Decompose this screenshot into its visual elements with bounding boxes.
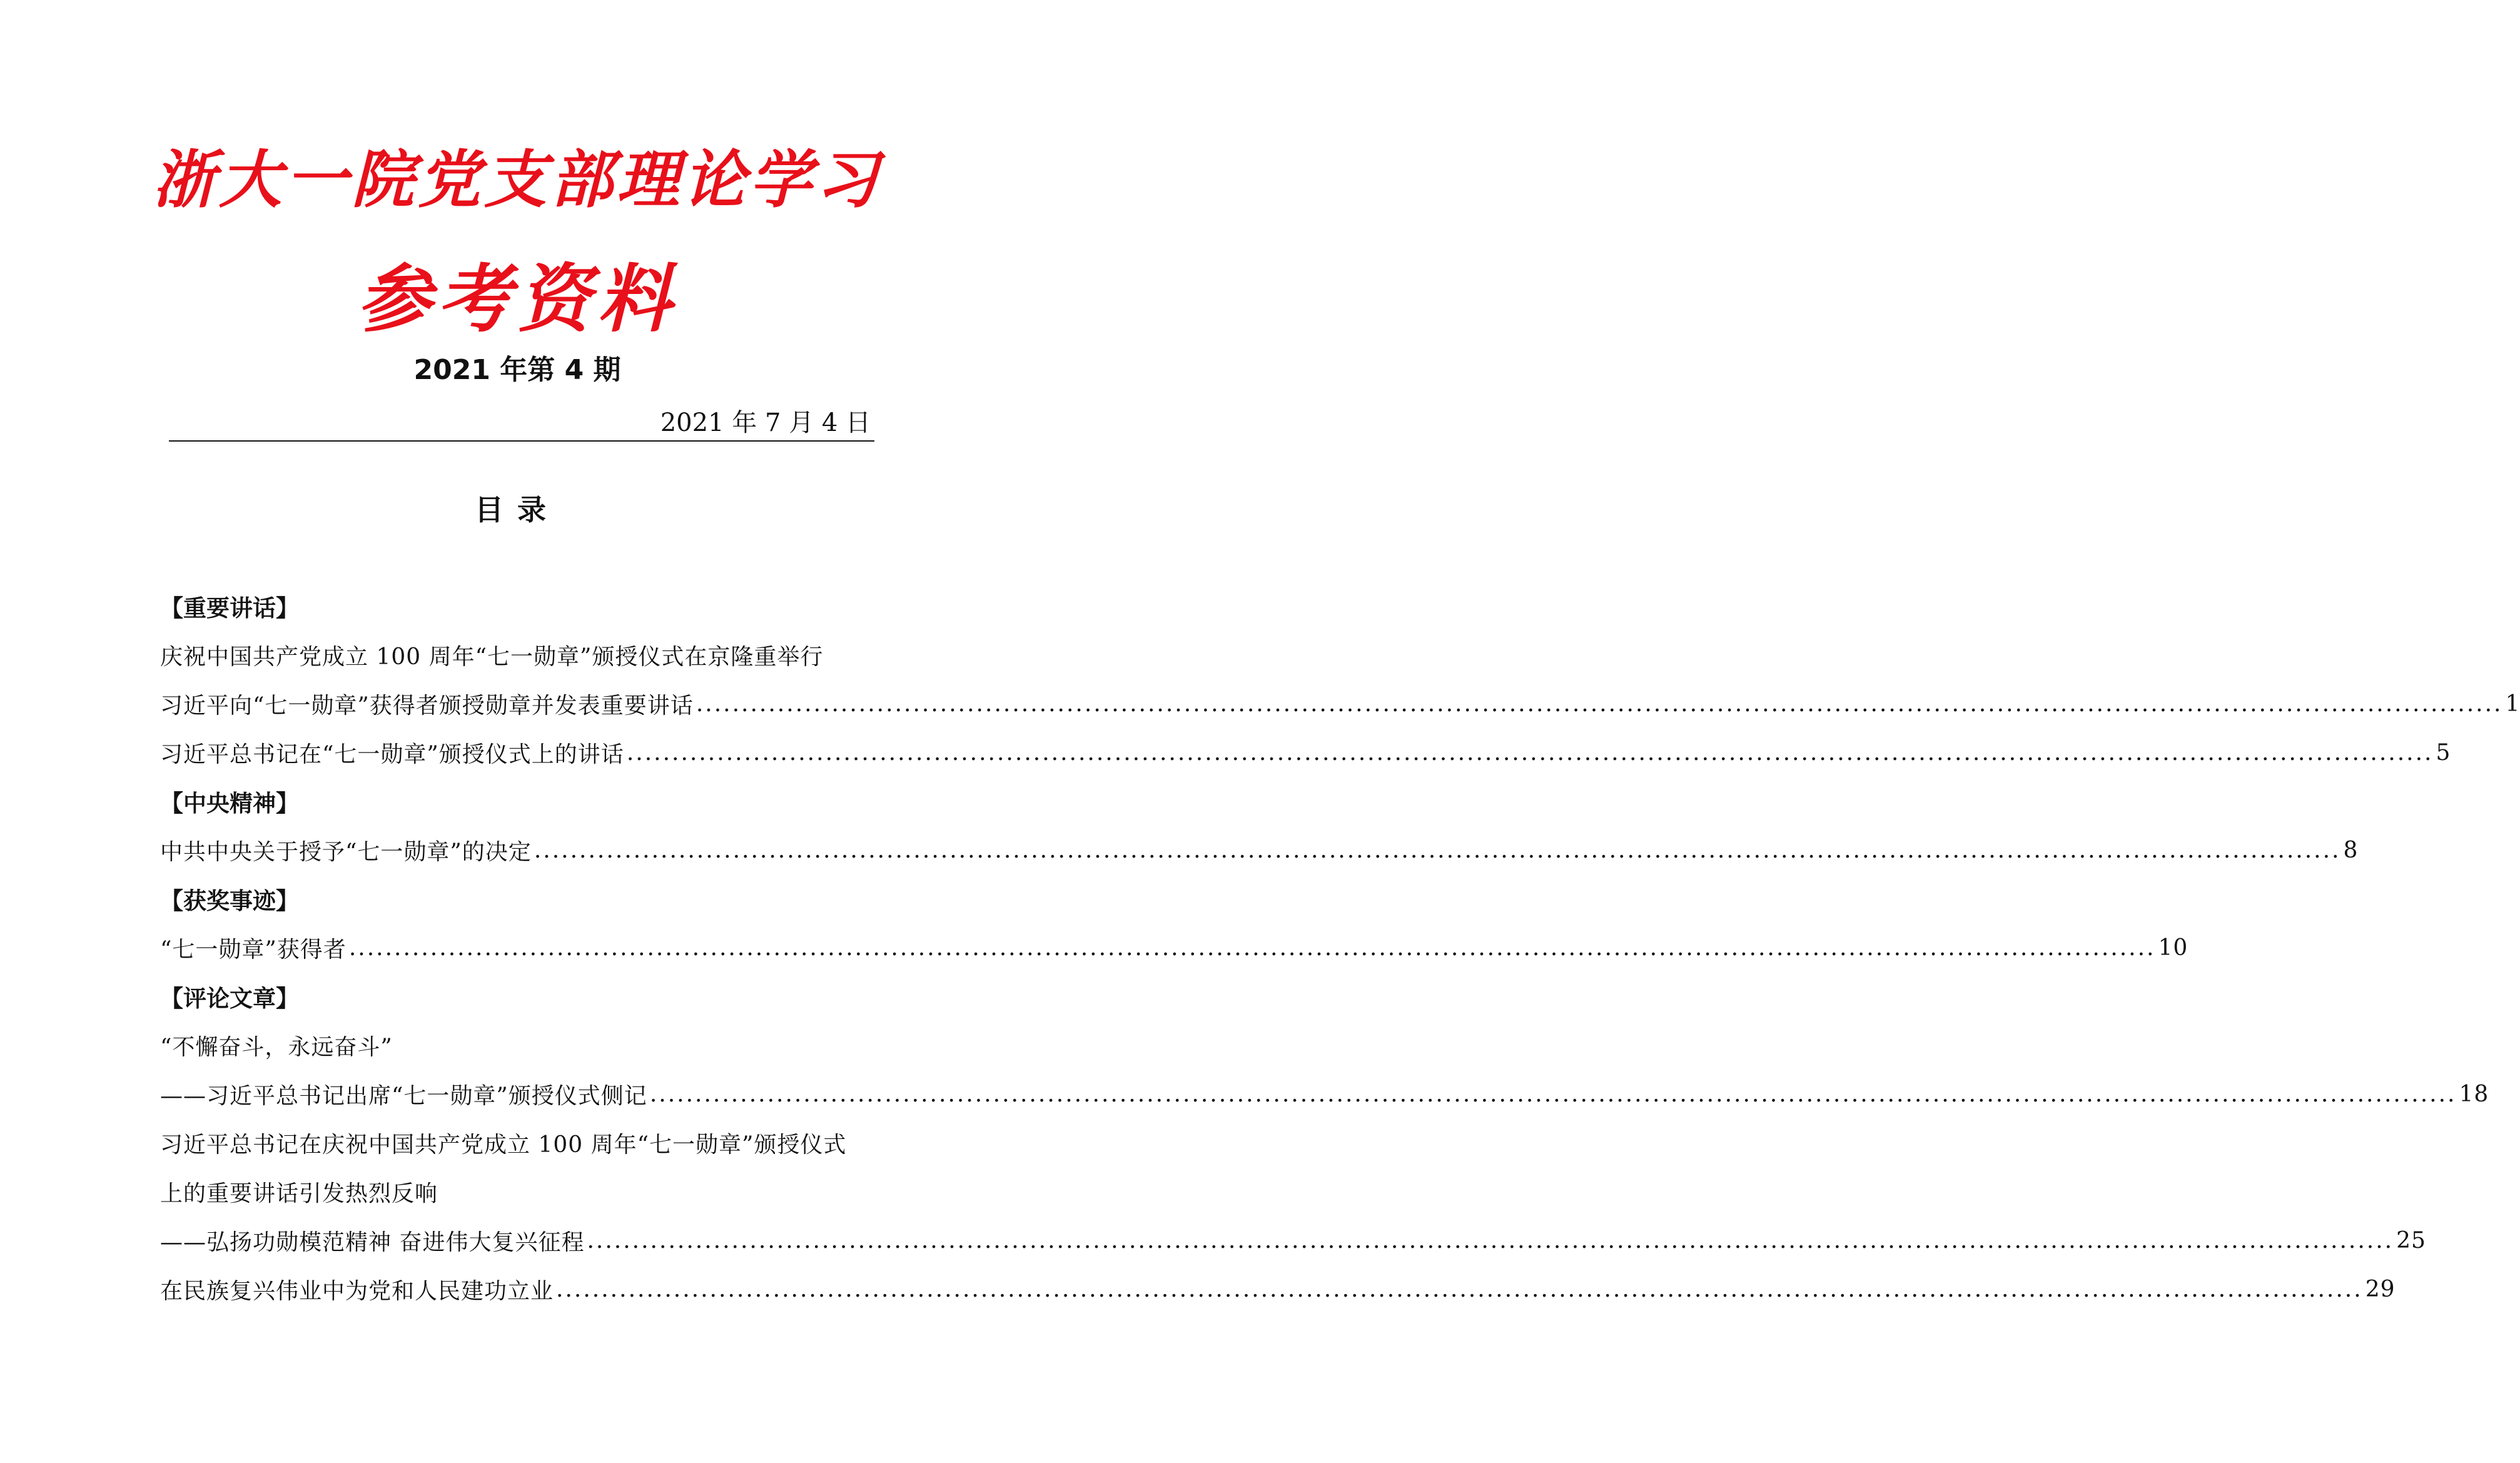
- toc-dot-leader: ........................................................................................................................................................................................................: [348, 934, 2156, 961]
- toc-dot-leader: ........................................................................................................................................................................................................: [696, 691, 2503, 717]
- toc-heading: 目录: [475, 493, 560, 527]
- toc-section-label: 【评论文章】: [160, 985, 299, 1012]
- toc-entry-title: 习近平向“七一勋章”获得者颁授勋章并发表重要讲话: [160, 692, 694, 719]
- toc-line-text: 习近平总书记在庆祝中国共产党成立 100 周年“七一勋章”颁授仪式: [160, 1131, 847, 1158]
- toc-page-number: 5: [2436, 739, 2451, 766]
- toc-dot-leader: ........................................................................................................................................................................................................: [534, 837, 2341, 863]
- toc-section-heading: [160, 582, 879, 630]
- toc-page-number: 18: [2459, 1081, 2489, 1107]
- masthead-subtitle: 参考资料: [357, 256, 677, 342]
- issue-number: 2021 年第 4 期: [413, 354, 621, 386]
- toc-section-heading: [160, 972, 879, 1021]
- toc-section-label: 【重要讲话】: [160, 595, 299, 622]
- toc-entry-title: ——弘扬功勋模范精神 奋进伟大复兴征程: [160, 1229, 585, 1255]
- toc-entry: [160, 1265, 2396, 1314]
- toc-text-line: [160, 1167, 879, 1216]
- toc-entry: [160, 826, 2359, 874]
- toc-line-text: 上的重要讲话引发热烈反响: [160, 1180, 438, 1207]
- toc-dot-leader: ........................................................................................................................................................................................................: [587, 1227, 2394, 1253]
- toc-page-number: 25: [2396, 1227, 2426, 1253]
- toc-entry: [160, 923, 2189, 972]
- toc-dot-leader: ........................................................................................................................................................................................................: [626, 739, 2434, 766]
- toc-section-label: 【获奖事迹】: [160, 888, 299, 914]
- toc-entry: [160, 728, 2451, 777]
- table-of-contents: [160, 582, 2520, 1314]
- publication-date: 2021 年 7 月 4 日: [660, 408, 871, 437]
- toc-entry-title: 习近平总书记在“七一勋章”颁授仪式上的讲话: [160, 741, 624, 767]
- toc-dot-leader: ........................................................................................................................................................................................................: [556, 1276, 2363, 1302]
- toc-entry: [160, 1070, 2489, 1118]
- toc-entry: [160, 1216, 2426, 1265]
- toc-entry-title: ——习近平总书记出席“七一勋章”颁授仪式侧记: [160, 1083, 647, 1109]
- toc-page-number: 29: [2365, 1276, 2396, 1302]
- toc-page-number: 8: [2343, 837, 2359, 863]
- toc-page-number: 10: [2158, 934, 2189, 961]
- toc-entry-title: 中共中央关于授予“七一勋章”的决定: [160, 839, 532, 865]
- toc-text-line: [160, 630, 879, 679]
- toc-section-heading: [160, 874, 879, 923]
- toc-section-heading: [160, 777, 879, 826]
- toc-line-text: “不懈奋斗，永远奋斗”: [160, 1034, 393, 1060]
- toc-dot-leader: ........................................................................................................................................................................................................: [649, 1081, 2457, 1107]
- toc-entry: [160, 679, 2520, 728]
- toc-text-line: [160, 1021, 879, 1070]
- toc-entry-title: “七一勋章”获得者: [160, 936, 347, 963]
- toc-page-number: 1: [2505, 691, 2520, 717]
- toc-line-text: 庆祝中国共产党成立 100 周年“七一勋章”颁授仪式在京隆重举行: [160, 644, 824, 670]
- toc-section-label: 【中央精神】: [160, 790, 299, 817]
- date-rule: [169, 405, 874, 442]
- toc-text-line: [160, 1118, 879, 1167]
- masthead-title: 浙大一院党支部理论学习: [153, 143, 882, 216]
- toc-entry-title: 在民族复兴伟业中为党和人民建功立业: [160, 1278, 554, 1304]
